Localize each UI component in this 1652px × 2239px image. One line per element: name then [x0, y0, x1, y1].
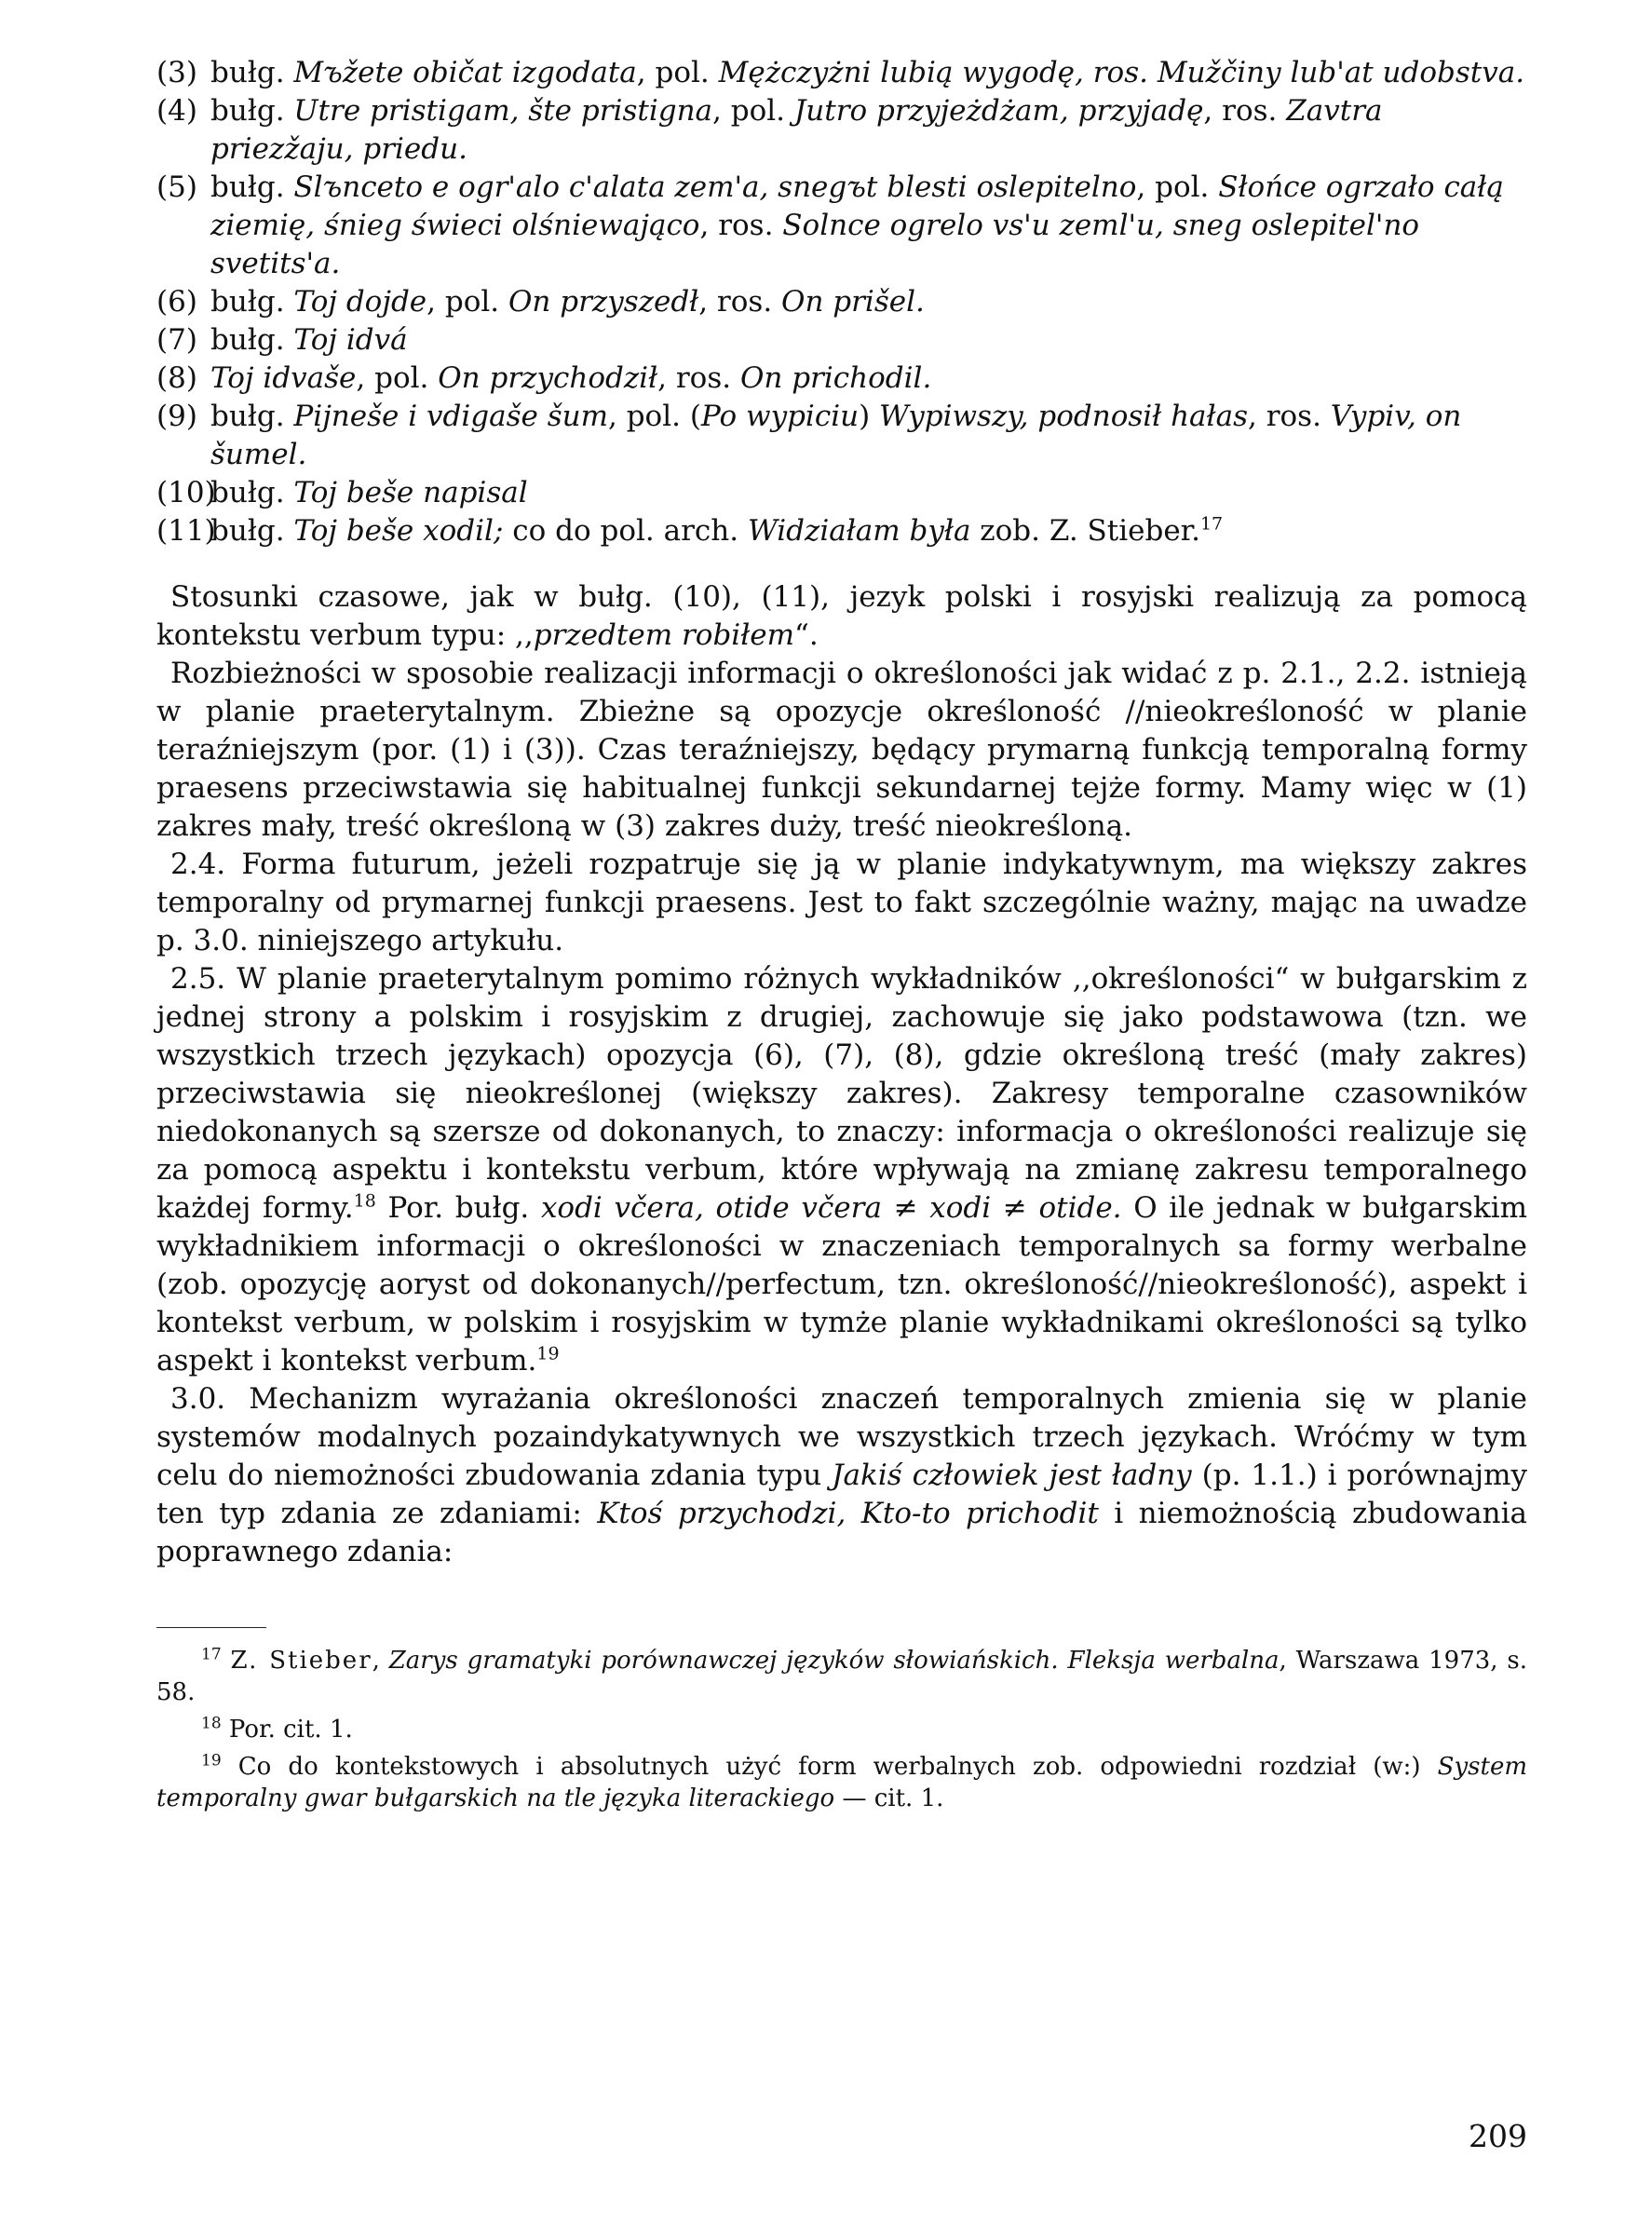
- italic-text: Mężczyżni lubią wygodę, ros. Mužčiny lub'at udobstva.: [718, 56, 1525, 89]
- text-run: zob. Z. Stieber.: [970, 514, 1200, 548]
- footnote-marker: 19: [536, 1343, 560, 1364]
- example-number: (11): [156, 514, 216, 548]
- italic-text: Toj beše xodil;: [293, 514, 504, 548]
- example-item: [156, 92, 1527, 169]
- italic-text: Solnce ogrelo vs'u zeml'u, sneg oslepitel'no svetits'a.: [210, 209, 1420, 280]
- text-run: bułg.: [210, 476, 294, 509]
- text-run: , pol. (: [607, 400, 701, 433]
- example-number: (6): [156, 285, 197, 319]
- page-number: 209: [1469, 2118, 1527, 2154]
- text-run: Por. bułg.: [375, 1191, 541, 1225]
- italic-text: Toj dojde: [293, 285, 427, 319]
- footnote-marker: 17: [1199, 513, 1224, 535]
- text-run: Stosunki czasowe, jak w bułg. (10), (11), jezyk polski i rosyjski realizują za pomocą kontekstu verbum typu: ,,: [156, 580, 1527, 652]
- example-item: [156, 474, 1527, 512]
- paragraph: [156, 1380, 1527, 1571]
- footnote-marker: 17: [201, 1645, 222, 1664]
- example-item: [156, 512, 1527, 550]
- text-run: , ros.: [1203, 94, 1287, 128]
- footnote: [156, 1714, 1527, 1745]
- paragraph: [156, 846, 1527, 960]
- italic-text: Toj beše napisal: [293, 476, 528, 509]
- text-run: bułg.: [210, 400, 294, 433]
- text-run: , pol.: [636, 56, 719, 89]
- text-run: “.: [794, 618, 819, 652]
- italic-text: Ktoś przychodzi, Kto-to prichodit: [597, 1497, 1099, 1530]
- text-run: Rozbieżności w sposobie realizacji informacji o określoności jak widać z p. 2.1., 2.2. istnieją w planie praeterytalnym. Zbieżne są opozycje określoność //nieokreśloność w planie teraźniejszym (por. (1) i (3)). Czas teraźniejszy, będący prymarną funkcją temporalną formy praesens przeciwstawia się habitualnej funkcji sekundarnej tejże formy. Mamy więc w (1) zakres mały, treść określoną w (3) zakres duży, treść nieokreśloną.: [156, 657, 1527, 843]
- italic-text: Słońce ogrzało całą ziemię, śnieg świeci olśniewająco: [210, 170, 1504, 242]
- text-run: Co do kontekstowych i absolutnych użyć form werbalnych zob. odpowiedni rozdział (w:): [221, 1753, 1438, 1781]
- example-item: [156, 54, 1527, 92]
- italic-text: Po wypiciu: [700, 400, 860, 433]
- footnote-rule: [156, 1627, 266, 1628]
- example-number: (3): [156, 56, 197, 89]
- text-run: , ros.: [699, 209, 783, 242]
- italic-text: Wypiwszy, podnosił hałas: [879, 400, 1248, 433]
- italic-text: Vypiv, on šumel.: [210, 400, 1462, 471]
- footnote: [156, 1645, 1527, 1708]
- paragraph: [156, 960, 1527, 1380]
- example-number: (9): [156, 400, 197, 433]
- text-run: — cit. 1.: [834, 1784, 944, 1812]
- italic-text: Toj idvá: [293, 323, 408, 357]
- paragraph: [156, 655, 1527, 846]
- text-run: 3.0. Mechanizm wyrażania określoności znaczeń temporalnych zmienia się w planie systemów modalnych pozaindykatywnych we wszystkich trzech językach. Wróćmy w tym celu do niemożności zbudowania zdania typu: [156, 1382, 1527, 1492]
- example-item: [156, 283, 1527, 321]
- author-name: Z. Stieber: [230, 1647, 372, 1675]
- example-item: [156, 398, 1527, 474]
- paragraph: [156, 578, 1527, 655]
- text-run: 2.4. Forma futurum, jeżeli rozpatruje się ją w planie indykatywnym, ma większy zakres temporalny od prymarnej funkcji praesens. Jest to fakt szczególnie ważny, mając na uwadze p. 3.0. niniejszego artykułu.: [156, 848, 1527, 957]
- text-run: co do pol. arch.: [503, 514, 748, 548]
- text-run: , ros.: [698, 285, 782, 319]
- italic-text: System temporalny gwar bułgarskich na tle języka literackiego: [156, 1753, 1527, 1812]
- text-run: , pol.: [712, 94, 794, 128]
- footnote-marker: 19: [201, 1751, 222, 1771]
- text-run: O ile jednak w bułgarskim wykładnikiem informacji o określoności w znaczeniach temporalnych sa formy werbalne (zob. opozycję aoryst od dokonanych//perfectum, tzn. określoność//nieokreśloność), aspekt i kontekst verbum, w polskim i rosyjskim w tymże planie wykładnikami określoności są tylko aspekt i kontekst verbum.: [156, 1191, 1528, 1377]
- example-number: (5): [156, 170, 197, 204]
- italic-text: Zarys gramatyki porównawczej języków słowiańskich. Fleksja werbalna: [388, 1647, 1280, 1675]
- italic-text: Mъžete običat izgodata: [293, 56, 637, 89]
- italic-text: On przychodził: [438, 361, 658, 395]
- italic-text: Jakiś człowiek jest ładny: [832, 1459, 1192, 1492]
- footnote-marker: 18: [353, 1190, 376, 1212]
- italic-text: przedtem robiłem: [533, 618, 794, 652]
- footnote-marker: 18: [201, 1714, 222, 1733]
- italic-text: Pijneše i vdigaše šum: [293, 400, 608, 433]
- footnotes: [156, 1645, 1527, 1814]
- text-run: (p. 1.1.) i porównajmy ten typ zdania ze zdaniami:: [156, 1459, 1527, 1530]
- italic-text: Widziałam była: [747, 514, 971, 548]
- example-item: [156, 360, 1527, 398]
- text-run: 2.5. W planie praeterytalnym pomimo różnych wykładników ,,określoności“ w bułgarskim z jednej strony a polskim i rosyjskim z drugiej, zachowuje się jako podstawowa (tzn. we wszystkich trzech językach) opozycja (6), (7), (8), gdzie określoną treść (mały zakres) przeciwstawia się nieokreślonej (większy zakres). Zakresy temporalne czasowników niedokonanych są szersze od dokonanych, to znaczy: informacja o określoności realizuje się za pomocą aspektu i kontekstu verbum, które wpływają na zmianę zakresu temporalnego każdej formy.: [156, 962, 1527, 1225]
- text-run: ,: [372, 1647, 389, 1675]
- italic-text: Utre pristigam, šte pristigna: [293, 94, 713, 128]
- text-run: Por. cit. 1.: [221, 1716, 353, 1744]
- text-run: bułg.: [210, 170, 294, 204]
- example-item: [156, 321, 1527, 360]
- text-run: bułg.: [210, 285, 294, 319]
- text-run: ): [859, 400, 880, 433]
- example-number: (4): [156, 94, 197, 128]
- italic-text: Jutro przyjeżdżam, przyjadę: [793, 94, 1204, 128]
- italic-text: On prichodil.: [739, 361, 932, 395]
- italic-text: Slъnceto e ogr'alo c'alata zem'a, snegъt blesti oslepitelno: [293, 170, 1137, 204]
- text-run: [222, 1647, 231, 1675]
- example-item: [156, 169, 1527, 283]
- italic-text: On prišel.: [781, 285, 925, 319]
- example-number: (7): [156, 323, 197, 357]
- italic-text: Zavtra priezžaju, priedu.: [210, 94, 1383, 166]
- text-run: , pol.: [1136, 170, 1219, 204]
- text-run: bułg.: [210, 94, 294, 128]
- page-content: [156, 54, 1527, 1820]
- text-run: bułg.: [210, 56, 294, 89]
- italic-text: xodi včera, otide včera ≠ xodi ≠ otide.: [540, 1191, 1122, 1225]
- text-run: , ros.: [1247, 400, 1331, 433]
- text-run: , pol.: [427, 285, 508, 319]
- italic-text: On przyszedł: [508, 285, 699, 319]
- example-number: (10): [156, 476, 216, 509]
- body-text: [156, 578, 1527, 1571]
- italic-text: Toj idvaše: [210, 361, 357, 395]
- text-run: bułg.: [210, 514, 294, 548]
- example-number: (8): [156, 361, 197, 395]
- text-run: bułg.: [210, 323, 294, 357]
- example-list: [156, 54, 1527, 550]
- text-run: i niemożnością zbudowania poprawnego zdania:: [156, 1497, 1528, 1568]
- text-run: , ros.: [657, 361, 740, 395]
- footnote: [156, 1751, 1527, 1814]
- text-run: , pol.: [356, 361, 439, 395]
- text-run: , Warszawa 1973, s. 58.: [156, 1647, 1528, 1706]
